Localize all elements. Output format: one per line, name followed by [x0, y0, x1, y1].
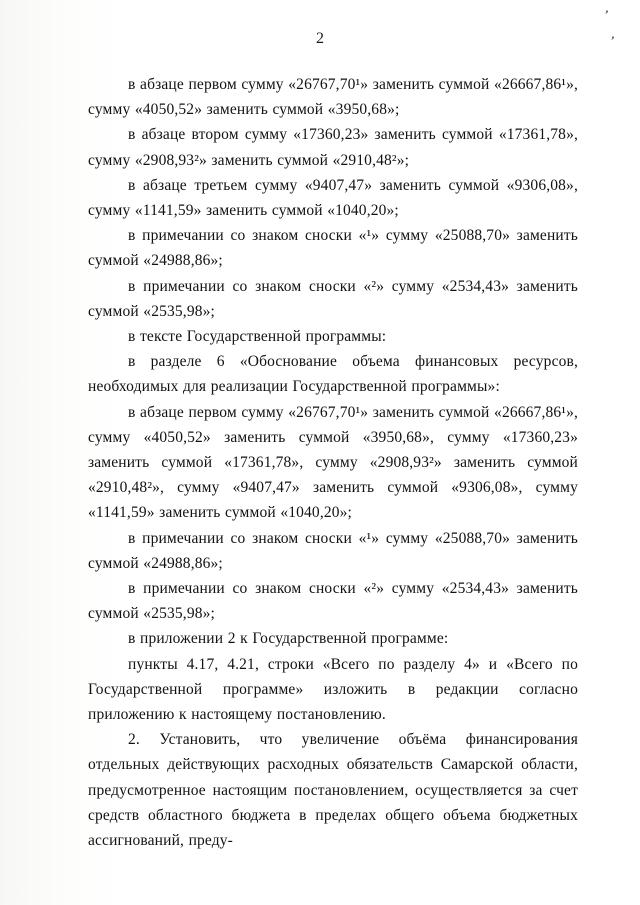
paragraph: в примечании со знаком сноски «¹» сумму «25088,70» заменить суммой «24988,86»;: [88, 227, 578, 270]
scan-artifact-mark: ’: [608, 32, 616, 49]
paragraph: в абзаце третьем сумму «9407,47» заменить суммой «9306,08», сумму «1141,59» заменить суммой «1040,20»;: [88, 176, 578, 220]
paragraph: в приложении 2 к Государственной программе:: [128, 630, 449, 648]
paragraph: пункты 4.17, 4.21, строки «Всего по разделу 4» и «Всего по Государственной программе» изложить в редакции согласно приложению к настоящему постановлению.: [88, 655, 578, 724]
document-text-block: [88, 72, 578, 853]
paragraph: в абзаце первом сумму «26767,70¹» заменить суммой «26667,86¹», сумму «4050,52» заменить суммой «3950,68», сумму «17360,23» заменить суммой «17361,78», сумму «2908,93²» заменить суммой «2910,48²», сумму «9407,47» заменить суммой «9306,08», сумму «1141,59» заменить суммой «1040,20»;: [88, 403, 578, 522]
paragraph: в примечании со знаком сноски «²» сумму «2534,43» заменить суммой «2535,98»;: [88, 580, 578, 623]
paragraph: 2. Установить, что увеличение объёма финансирования отдельных действующих расходных обязательств Самарской области, предусмотренное настоящим постановлением, осуществляется за счет средств областного бюджета в пределах общего объема бюджетных ассигнований, преду-: [88, 731, 578, 850]
paragraph: в разделе 6 «Обоснование объема финансовых ресурсов, необходимых для реализации Государственной программы»:: [88, 353, 578, 396]
scan-artifact-mark: ’: [602, 6, 610, 23]
paragraph: в абзаце втором сумму «17360,23» заменить суммой «17361,78», сумму «2908,93²» заменить суммой «2910,48²»;: [88, 126, 578, 169]
paragraph: в примечании со знаком сноски «¹» сумму «25088,70» заменить суммой «24988,86»;: [88, 529, 578, 572]
page-number: 2: [316, 30, 324, 47]
paragraph: в абзаце первом сумму «26767,70¹» заменить суммой «26667,86¹», сумму «4050,52» заменить суммой «3950,68»;: [88, 76, 578, 119]
paragraph: в примечании со знаком сноски «²» сумму «2534,43» заменить суммой «2535,98»;: [88, 277, 578, 320]
paragraph: в тексте Государственной программы:: [128, 328, 387, 346]
